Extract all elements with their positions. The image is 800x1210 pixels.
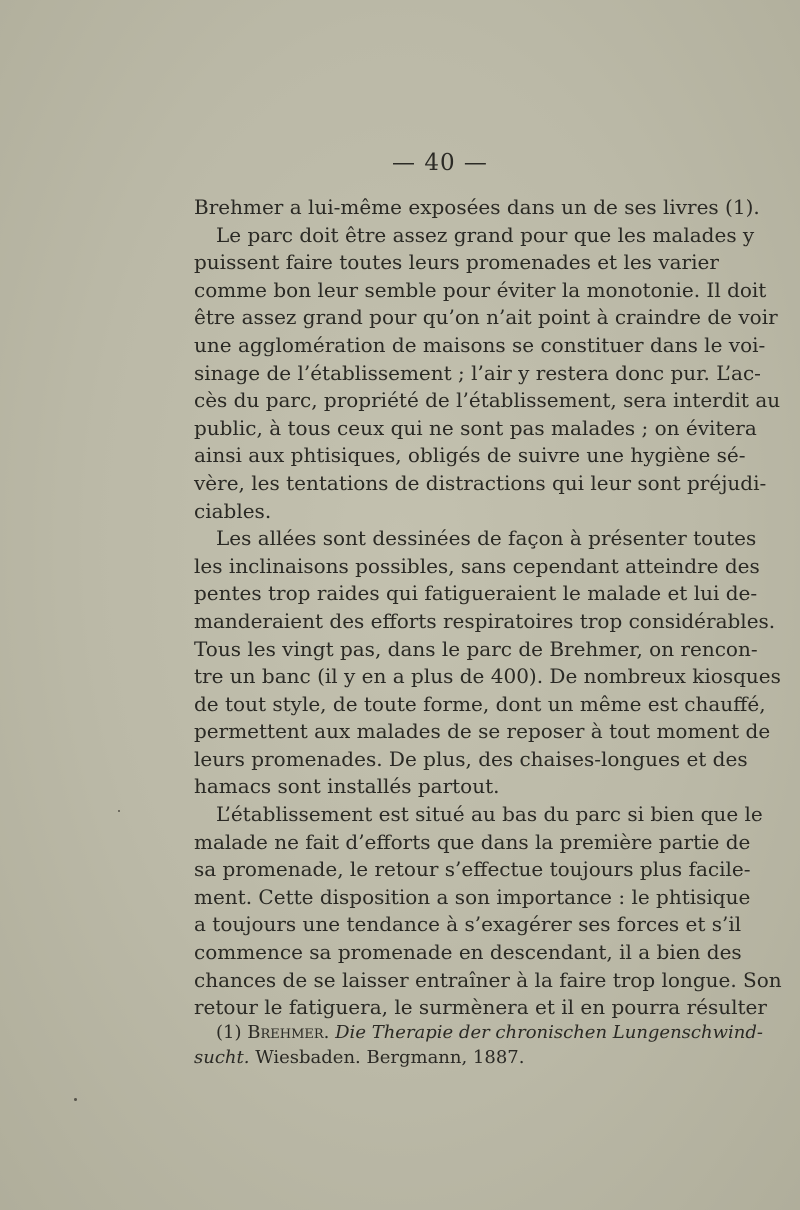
footnote-line-2 (194, 1045, 704, 1070)
text-line: Tous les vingt pas, dans le parc de Brehmer, on rencon- (194, 636, 758, 661)
text-line: de tout style, de toute forme, dont un même est chauffé, (194, 691, 766, 716)
body-text (194, 194, 782, 1022)
text-line: sinage de l’établissement ; l’air y restera donc pur. L’ac- (194, 360, 761, 385)
text-line: ciables. (194, 498, 272, 523)
footnote (194, 1020, 763, 1070)
text-line: retour le fatiguera, le surmènera et il en pourra résulter (194, 995, 767, 1020)
text-line: L’établissement est situé au bas du parc si bien que le (216, 802, 763, 827)
footnote-publication: Wiesbaden. Bergmann, 1887. (255, 1047, 525, 1068)
text-line: a toujours une tendance à s’exagérer ses forces et s’il (194, 912, 742, 937)
footnote-marker: (1) (216, 1022, 242, 1043)
text-line: puissent faire toutes leurs promenades et les varier (194, 250, 719, 275)
text-line: hamacs sont installés partout. (194, 774, 500, 799)
text-line: malade ne fait d’efforts que dans la première partie de (194, 829, 751, 854)
text-line: public, à tous ceux qui ne sont pas malades ; on évitera (194, 415, 757, 440)
text-line: commence sa promenade en descendant, il a bien des (194, 940, 742, 965)
text-line: les inclinaisons possibles, sans cependant atteindre des (194, 553, 760, 578)
text-line: permettent aux malades de se reposer à tout moment de (194, 719, 771, 744)
text-line: être assez grand pour qu’on n’ait point à craindre de voir (194, 305, 778, 330)
paper-speck (74, 1098, 77, 1101)
text-line: chances de se laisser entraîner à la faire trop longue. Son (194, 967, 782, 992)
paper-speck (118, 810, 120, 812)
footnote-title-end: sucht. (194, 1047, 250, 1068)
text-line: vère, les tentations de distractions qui leur sont préjudi- (194, 470, 767, 495)
text-line: comme bon leur semble pour éviter la monotonie. Il doit (194, 277, 767, 302)
footnote-line-1 (194, 1020, 763, 1045)
text-line: leurs promenades. De plus, des chaises-longues et des (194, 746, 748, 771)
text-line: Le parc doit être assez grand pour que les malades y (216, 222, 755, 247)
text-line: ainsi aux phtisiques, obligés de suivre une hygiène sé- (194, 443, 746, 468)
text-line: ment. Cette disposition a son importance : le phtisique (194, 884, 751, 909)
text-line: Les allées sont dessinées de façon à présenter toutes (216, 526, 757, 551)
footnote-author: Brehmer. (247, 1022, 330, 1043)
text-line: pentes trop raides qui fatigueraient le malade et lui de- (194, 581, 758, 606)
page-number: — 40 — (392, 150, 488, 176)
text-line: une agglomération de maisons se constituer dans le voi- (194, 332, 766, 357)
text-line: Brehmer a lui-même exposées dans un de ses livres (1). (194, 195, 760, 219)
text-line: sa promenade, le retour s’effectue toujours plus facile- (194, 857, 751, 882)
text-line: manderaient des efforts respiratoires trop considérables. (194, 608, 776, 633)
footnote-title: Die Therapie der chronischen Lungenschwind- (335, 1022, 763, 1043)
text-line: tre un banc (il y en a plus de 400). De nombreux kiosques (194, 664, 781, 689)
text-line: cès du parc, propriété de l’établissement, sera interdit au (194, 388, 781, 413)
